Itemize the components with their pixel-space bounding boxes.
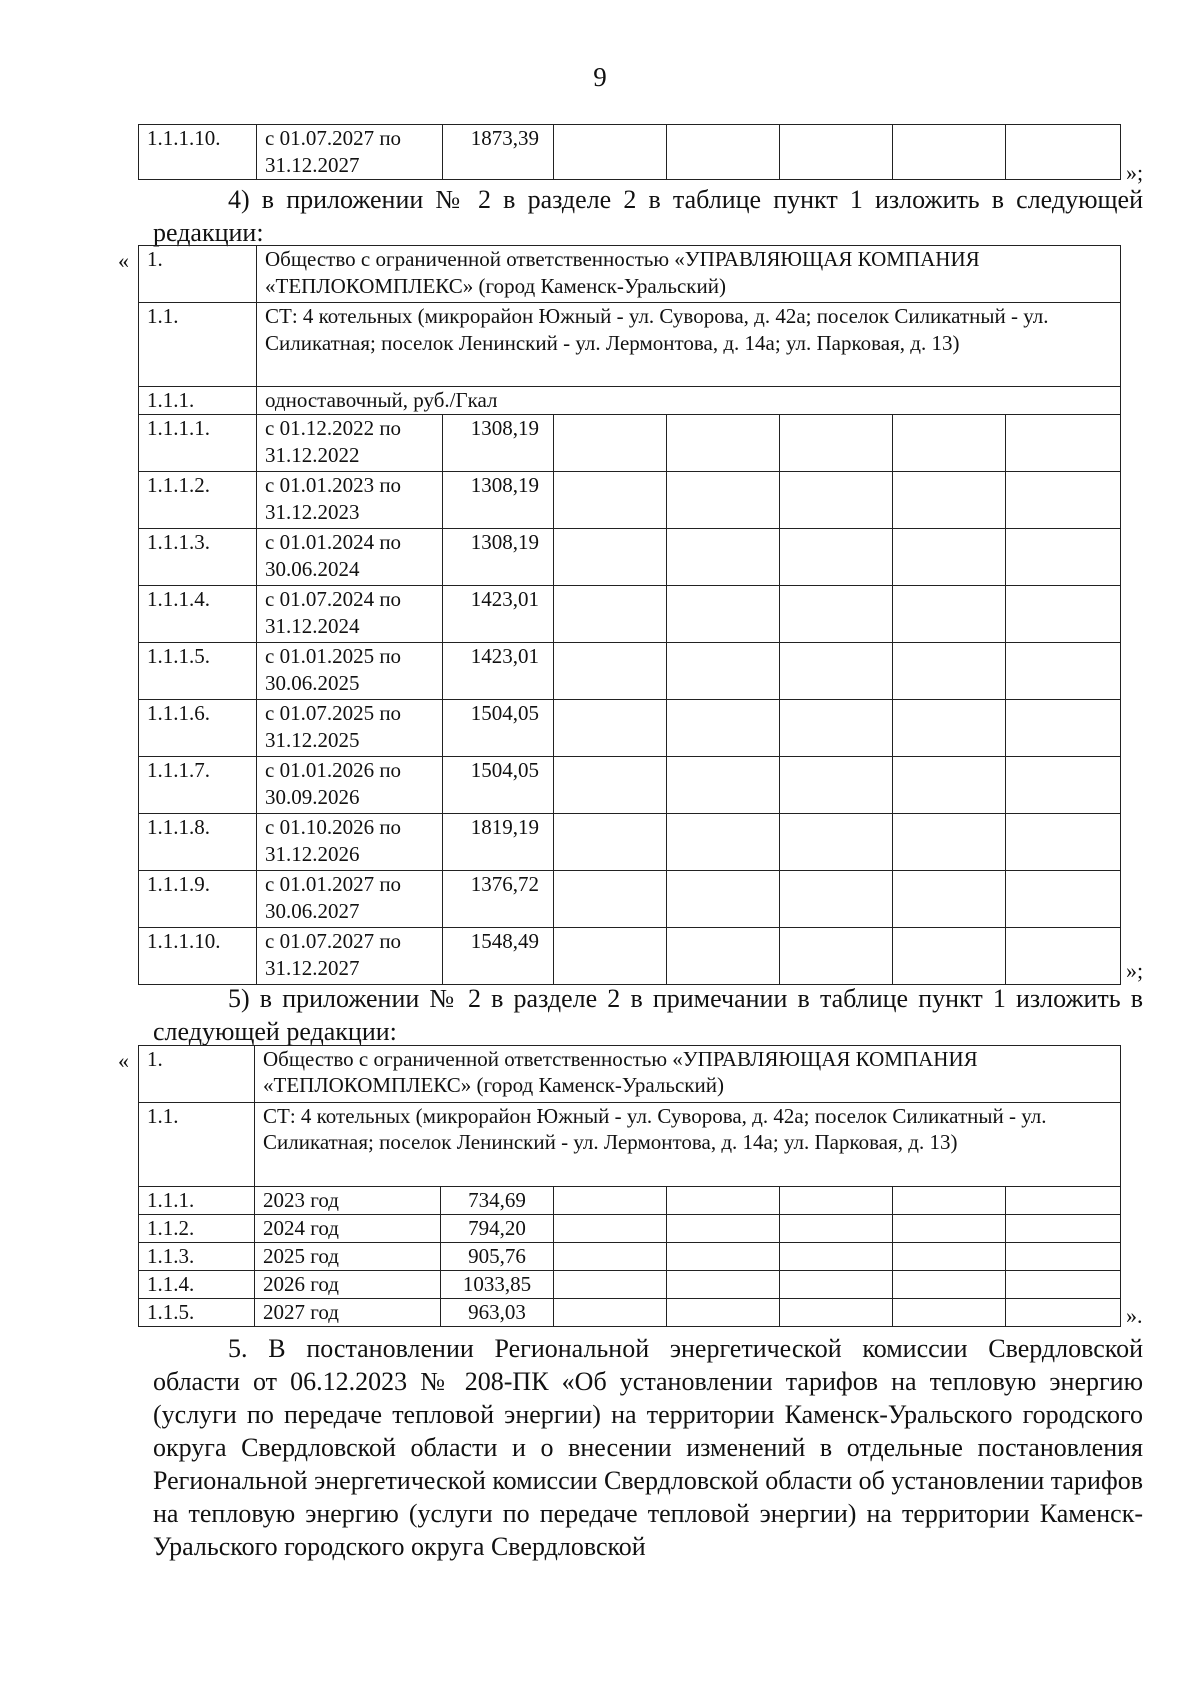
row-value: 1423,01 [443, 643, 554, 700]
row-value: 1504,05 [443, 700, 554, 757]
closing-quote-1: »; [1126, 160, 1144, 185]
tariff-type: одноставочный, руб./Гкал [257, 387, 1121, 415]
org-number: 1. [139, 246, 257, 303]
row-number: 1.1.1.1. [139, 415, 257, 472]
row-number: 1.1.1.10. [139, 125, 257, 180]
table-row [139, 1271, 1121, 1299]
table-row [139, 415, 1121, 472]
row-period: с 01.10.2026 по 31.12.2026 [257, 814, 443, 871]
tariff-type-row [139, 387, 1121, 415]
row-period: с 01.07.2024 по 31.12.2024 [257, 586, 443, 643]
table-header-row [139, 1046, 1121, 1103]
row-value: 1819,19 [443, 814, 554, 871]
system-description: СТ: 4 котельных (микрорайон Южный - ул. Суворова, д. 42а; поселок Силикатный - ул. Силикатная; поселок Ленинский - ул. Лермонтова, д. 14а; ул. Парковая, д. 13) [257, 303, 1121, 387]
row-period: с 01.12.2022 по 31.12.2022 [257, 415, 443, 472]
row-value: 963,03 [441, 1299, 554, 1327]
paragraph-item-4: 4) в приложении № 2 в разделе 2 в таблице пункт 1 изложить в следующей редакции: [153, 185, 1143, 247]
row-period: с 01.01.2027 по 30.06.2027 [257, 871, 443, 928]
table-row [139, 1187, 1121, 1215]
row-period: с 01.07.2027 по 31.12.2027 [257, 928, 443, 985]
row-number: 1.1.1.10. [139, 928, 257, 985]
table-row [139, 1243, 1121, 1271]
table-row [139, 814, 1121, 871]
row-number: 1.1.1.6. [139, 700, 257, 757]
row-period: 2025 год [255, 1243, 441, 1271]
row-value: 1873,39 [443, 125, 554, 180]
system-number: 1.1. [139, 303, 257, 387]
row-period: с 01.07.2025 по 31.12.2025 [257, 700, 443, 757]
row-value: 1548,49 [443, 928, 554, 985]
table-row [139, 928, 1121, 985]
row-number: 1.1.1.4. [139, 586, 257, 643]
row-number: 1.1.1.7. [139, 757, 257, 814]
row-number: 1.1.5. [139, 1299, 255, 1327]
table-row [139, 757, 1121, 814]
row-value: 794,20 [441, 1215, 554, 1243]
tariff-table-continuation [138, 124, 1121, 180]
row-number: 1.1.1.9. [139, 871, 257, 928]
page-number: 9 [593, 62, 607, 92]
org-number: 1. [139, 1046, 255, 1103]
table-row [139, 586, 1121, 643]
system-number: 1.1. [139, 1103, 255, 1187]
paragraph-item-5-main: 5. В постановлении Региональной энергетической комиссии Свердловской области от 06.12.2023 № 208-ПК «Об установлении тарифов на тепловую энергию (услуги по передаче тепловой энергии) на территории Каменск-Уральского городского округа Свердловской области и о внесении изменений в отдельные постановления Региональной энергетической комиссии Свердловской области об установлении тарифов на тепловую энергию (услуги по передаче тепловой энергии) на территории Каменск-Уральского городского округа Свердловской [153, 1334, 1143, 1561]
opening-quote-a: « [118, 248, 129, 273]
closing-quote-b: ». [1126, 1303, 1143, 1328]
row-number: 1.1.4. [139, 1271, 255, 1299]
row-value: 1504,05 [443, 757, 554, 814]
row-period: 2026 год [255, 1271, 441, 1299]
opening-quote-b: « [118, 1048, 129, 1073]
table-row [139, 871, 1121, 928]
row-number: 1.1.1.5. [139, 643, 257, 700]
table-row [139, 125, 1121, 180]
system-description: СТ: 4 котельных (микрорайон Южный - ул. Суворова, д. 42а; поселок Силикатный - ул. Силикатная; поселок Ленинский - ул. Лермонтова, д. 14а; ул. Парковая, д. 13) [255, 1103, 1121, 1187]
row-period: с 01.01.2025 по 30.06.2025 [257, 643, 443, 700]
row-period: 2023 год [255, 1187, 441, 1215]
row-value: 1423,01 [443, 586, 554, 643]
tariff-table-b [138, 1045, 1121, 1327]
row-number: 1.1.3. [139, 1243, 255, 1271]
closing-quote-a: »; [1126, 958, 1144, 983]
table-header-row [139, 246, 1121, 303]
org-name: Общество с ограниченной ответственностью «УПРАВЛЯЮЩАЯ КОМПАНИЯ «ТЕПЛОКОМПЛЕКС» (город Каменск-Уральский) [255, 1046, 1121, 1103]
row-value: 1376,72 [443, 871, 554, 928]
row-number: 1.1.1.3. [139, 529, 257, 586]
table-subheader-row [139, 303, 1121, 387]
row-value: 1308,19 [443, 529, 554, 586]
row-period: 2027 год [255, 1299, 441, 1327]
row-number: 1.1.2. [139, 1215, 255, 1243]
table-row [139, 529, 1121, 586]
row-number: 1.1.1.8. [139, 814, 257, 871]
table-row [139, 1215, 1121, 1243]
table-row [139, 1299, 1121, 1327]
table-subheader-row [139, 1103, 1121, 1187]
row-value: 1308,19 [443, 472, 554, 529]
table-row [139, 472, 1121, 529]
row-value: 905,76 [441, 1243, 554, 1271]
table-row [139, 643, 1121, 700]
row-period: 2024 год [255, 1215, 441, 1243]
table-row [139, 700, 1121, 757]
row-period: с 01.07.2027 по 31.12.2027 [257, 125, 443, 180]
row-value: 734,69 [441, 1187, 554, 1215]
row-value: 1308,19 [443, 415, 554, 472]
tariff-table-a [138, 245, 1121, 985]
row-value: 1033,85 [441, 1271, 554, 1299]
tariff-type-number: 1.1.1. [139, 387, 257, 415]
row-period: с 01.01.2024 по 30.06.2024 [257, 529, 443, 586]
row-period: с 01.01.2023 по 31.12.2023 [257, 472, 443, 529]
row-period: с 01.01.2026 по 30.09.2026 [257, 757, 443, 814]
row-number: 1.1.1.2. [139, 472, 257, 529]
row-number: 1.1.1. [139, 1187, 255, 1215]
paragraph-item-5: 5) в приложении № 2 в разделе 2 в примечании в таблице пункт 1 изложить в следующей редакции: [153, 984, 1143, 1046]
org-name: Общество с ограниченной ответственностью «УПРАВЛЯЮЩАЯ КОМПАНИЯ «ТЕПЛОКОМПЛЕКС» (город Каменск-Уральский) [257, 246, 1121, 303]
